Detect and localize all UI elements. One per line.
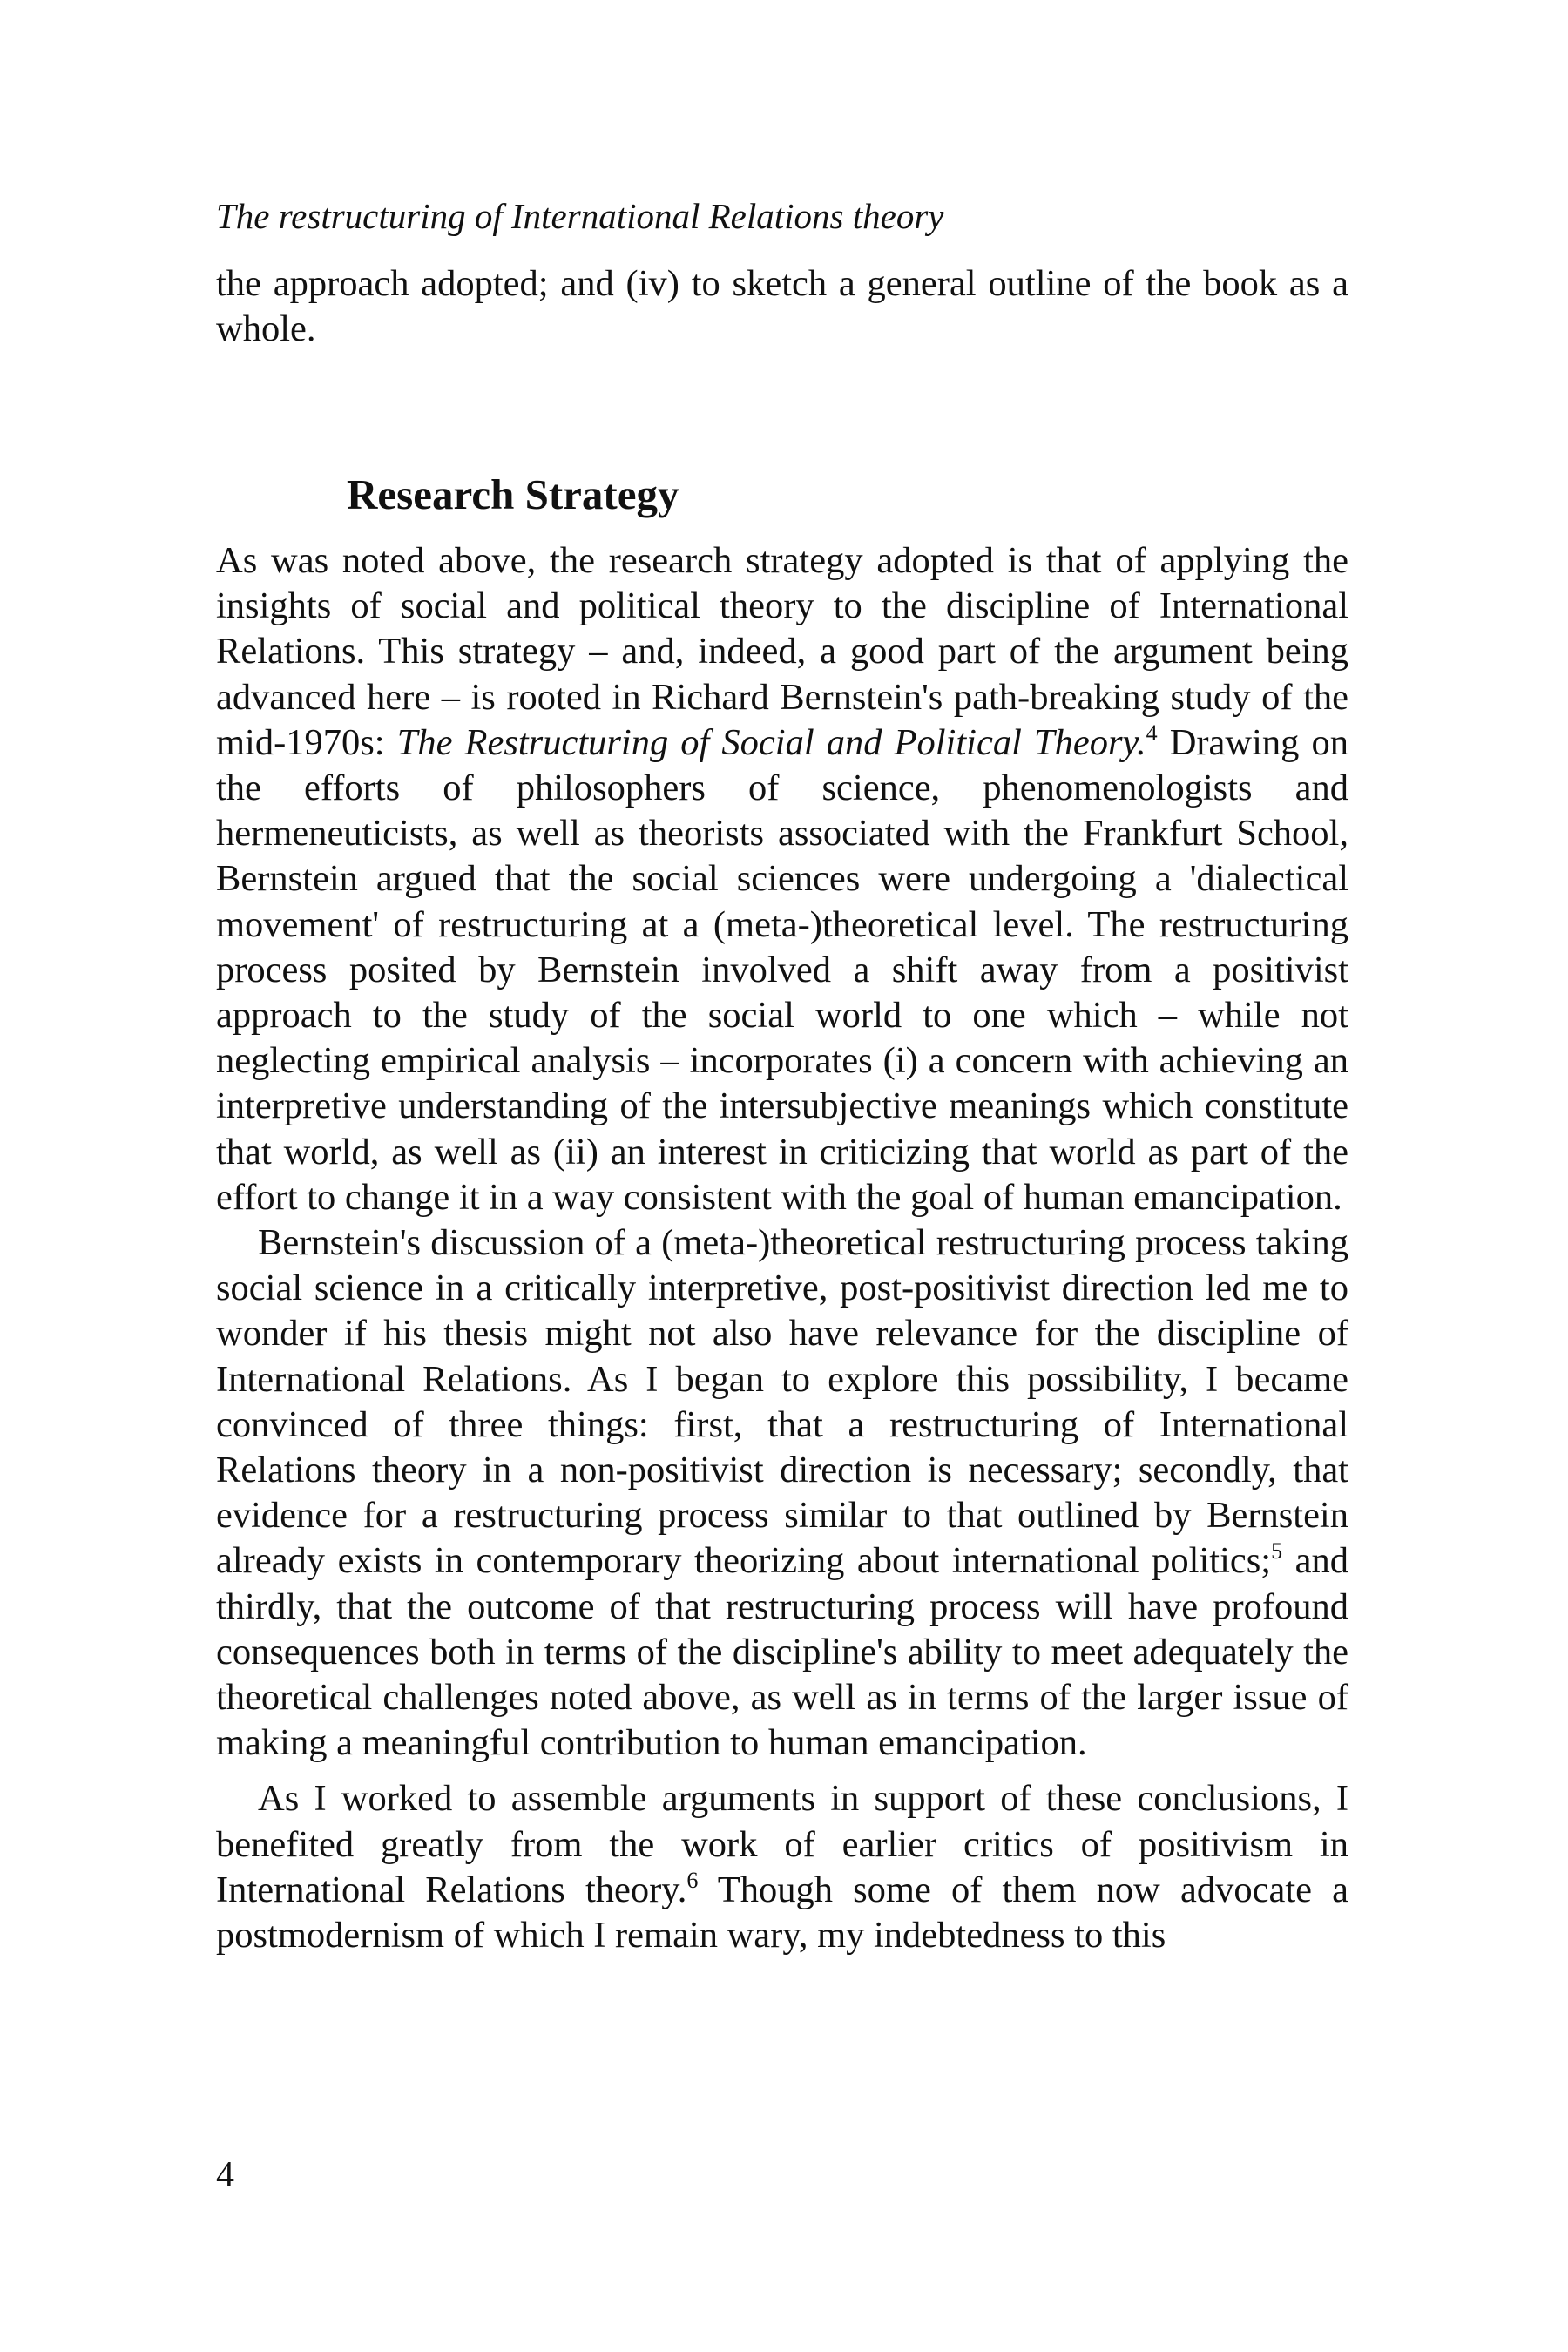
intro-paragraph: the approach adopted; and (iv) to sketch a general outline of the book as a whole.: [216, 263, 1348, 350]
body-text: [216, 538, 1348, 1958]
paragraph-2-text-a: Bernstein's discussion of a (meta-)theoretical restructuring process taking social science in a critically interpretive, post-positivist direction led me to wonder if his thesis might not also have relevance for the discipline of International Relations. As I began to explore this possibility, I became convinced of three things: first, that a restructuring of International Relations theory in a non-positivist direction is necessary; secondly, that evidence for a restructuring process similar to that outlined by Bernstein already exists in contemporary theorizing about international politics;: [216, 1222, 1348, 1582]
intro-text: [216, 261, 1348, 352]
footnote-ref-4: 4: [1146, 720, 1158, 746]
footnote-ref-6: 6: [686, 1867, 699, 1893]
running-header: The restructuring of International Relations theory: [216, 196, 944, 236]
paragraph-2: [216, 1220, 1348, 1766]
page-number: 4: [216, 2155, 234, 2195]
paragraph-1-text-a: As was noted above, the research strategy adopted is that of applying the insights of social and political theory to the discipline of International Relations. This strategy – and, indeed, a good part of the argument being advanced here – is rooted in Richard Bernstein's path-breaking study of the mid-1970s:: [216, 540, 1348, 763]
paragraph-1: [216, 538, 1348, 1220]
paragraph-1-text-b: Drawing on the efforts of philosophers of science, phenomenologists and hermeneuticists, as well as theorists associated with the Frankfurt School, Bernstein argued that the social sciences were undergoing a 'dialectical movement' of restructuring at a (meta-)theoretical level. The restructuring process posited by Bernstein involved a shift away from a positivist approach to the study of the social world to one which – while not neglecting empirical analysis – incorporates (i) a concern with achieving an interpretive understanding of the intersubjective meanings which constitute that world, as well as (ii) an interest in criticizing that world as part of the effort to change it in a way consistent with the goal of human emancipation.: [216, 721, 1348, 1218]
paragraph-2-text-b: and thirdly, that the outcome of that restructuring process will have profound consequences both in terms of the discipline's ability to meet adequately the theoretical challenges noted above, as well as in terms of the larger issue of making a meaningful contribution to human emancipation.: [216, 1540, 1348, 1764]
footnote-ref-5: 5: [1271, 1538, 1283, 1565]
paragraph-3-text-b: Though some of them now advocate a postmodernism of which I remain wary, my indebtedness to this: [216, 1869, 1348, 1957]
paragraph-3-text-a: As I worked to assemble arguments in support of these conclusions, I benefited greatly from the work of earlier critics of positivism in International Relations theory.: [216, 1778, 1348, 1910]
section-heading: Research Strategy: [347, 470, 679, 518]
paragraph-3: [216, 1776, 1348, 1958]
book-title: The Restructuring of Social and Political Theory.: [396, 721, 1146, 763]
